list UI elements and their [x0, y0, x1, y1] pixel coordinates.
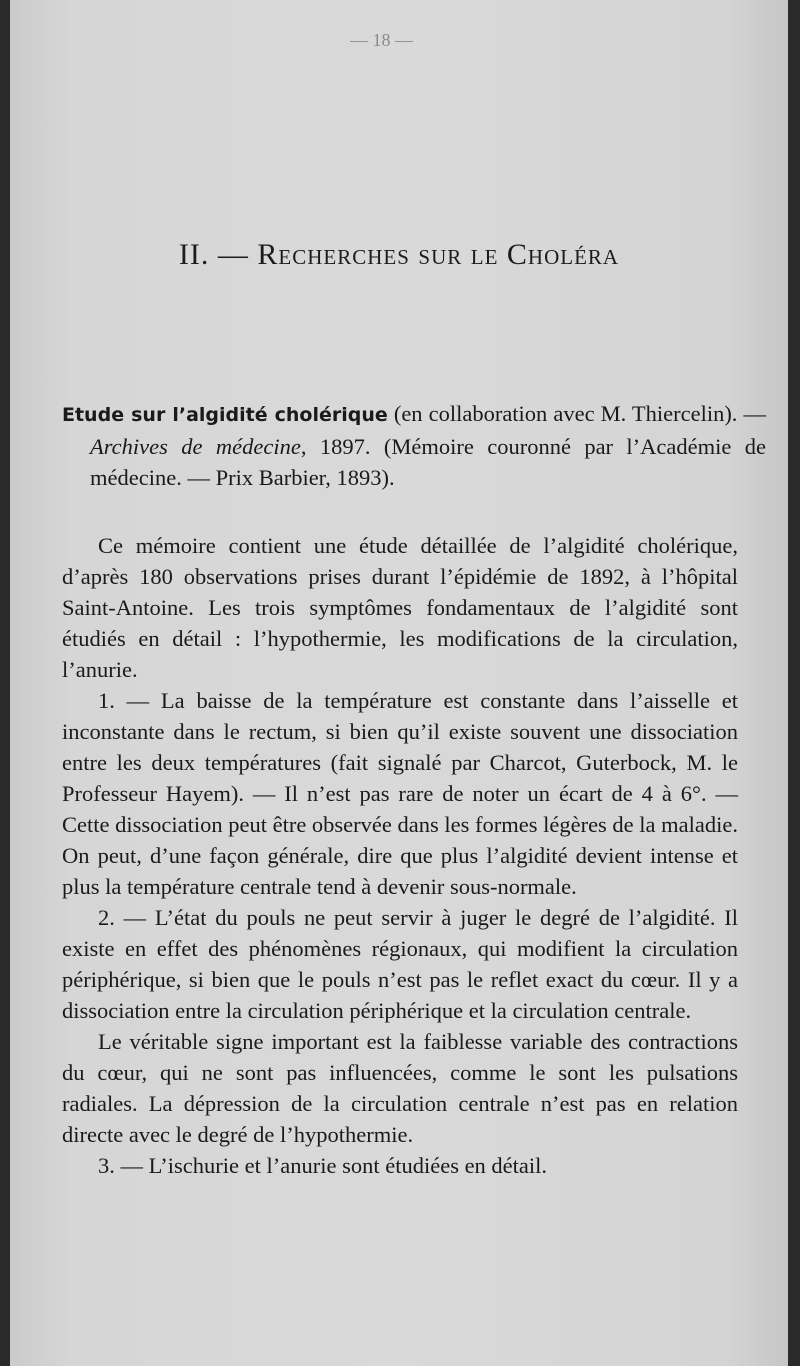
entry-journal: Archives de médecine: [90, 434, 301, 459]
entry-collaboration: (en collaboration avec M. Thiercelin). —: [387, 401, 766, 426]
entry-title: Etude sur l’algidité cholérique: [62, 404, 388, 426]
body-text: [62, 530, 738, 1181]
paragraph: 3. — L’ischurie et l’anurie sont étudiées en détail.: [98, 1153, 548, 1178]
paragraph: Le véritable signe important est la faiblesse variable des contractions du cœur, qui ne sont pas influencées, comme le sont les pulsations radiales. La dépression de la circulation centrale n’est pas en relation directe avec le degré de l’hypothermie.: [62, 1029, 738, 1147]
page-number: — 18 —: [350, 30, 413, 50]
section-numeral: II. —: [178, 238, 258, 271]
bibliographic-entry: [62, 398, 766, 493]
book-page: [10, 0, 788, 1366]
entry-details: , 1897. (Mémoire couronné par l’Académie de médecine. — Prix Barbier, 1893).: [90, 434, 766, 490]
section-title: [10, 238, 788, 272]
paragraph: Ce mémoire contient une étude détaillée de l’algidité cholérique, d’après 180 observations prises durant l’épidémie de 1892, à l’hôpital Saint-Antoine. Les trois symptômes fondamentaux de l’algidité sont étudiés en détail : l’hypothermie, les modifications de la circulation, l’anurie.: [62, 533, 738, 682]
paragraph: 2. — L’état du pouls ne peut servir à juger le degré de l’algidité. Il existe en effet des phénomènes régionaux, qui modifient la circulation périphérique, si bien que le pouls n’est pas le reflet exact du cœur. Il y a dissociation entre la circulation périphérique et la circulation centrale.: [62, 905, 738, 1023]
paragraph: 1. — La baisse de la température est constante dans l’aisselle et inconstante dans le rectum, si bien qu’il existe souvent une dissociation entre les deux températures (fait signalé par Charcot, Guterbock, M. le Professeur Hayem). — Il n’est pas rare de noter un écart de 4 à 6°. — Cette dissociation peut être observée dans les formes légères de la maladie. On peut, d’une façon générale, dire que plus l’algidité devient intense et plus la température centrale tend à devenir sous-normale.: [62, 688, 738, 899]
section-title-text: Recherches sur le Choléra: [257, 238, 620, 271]
